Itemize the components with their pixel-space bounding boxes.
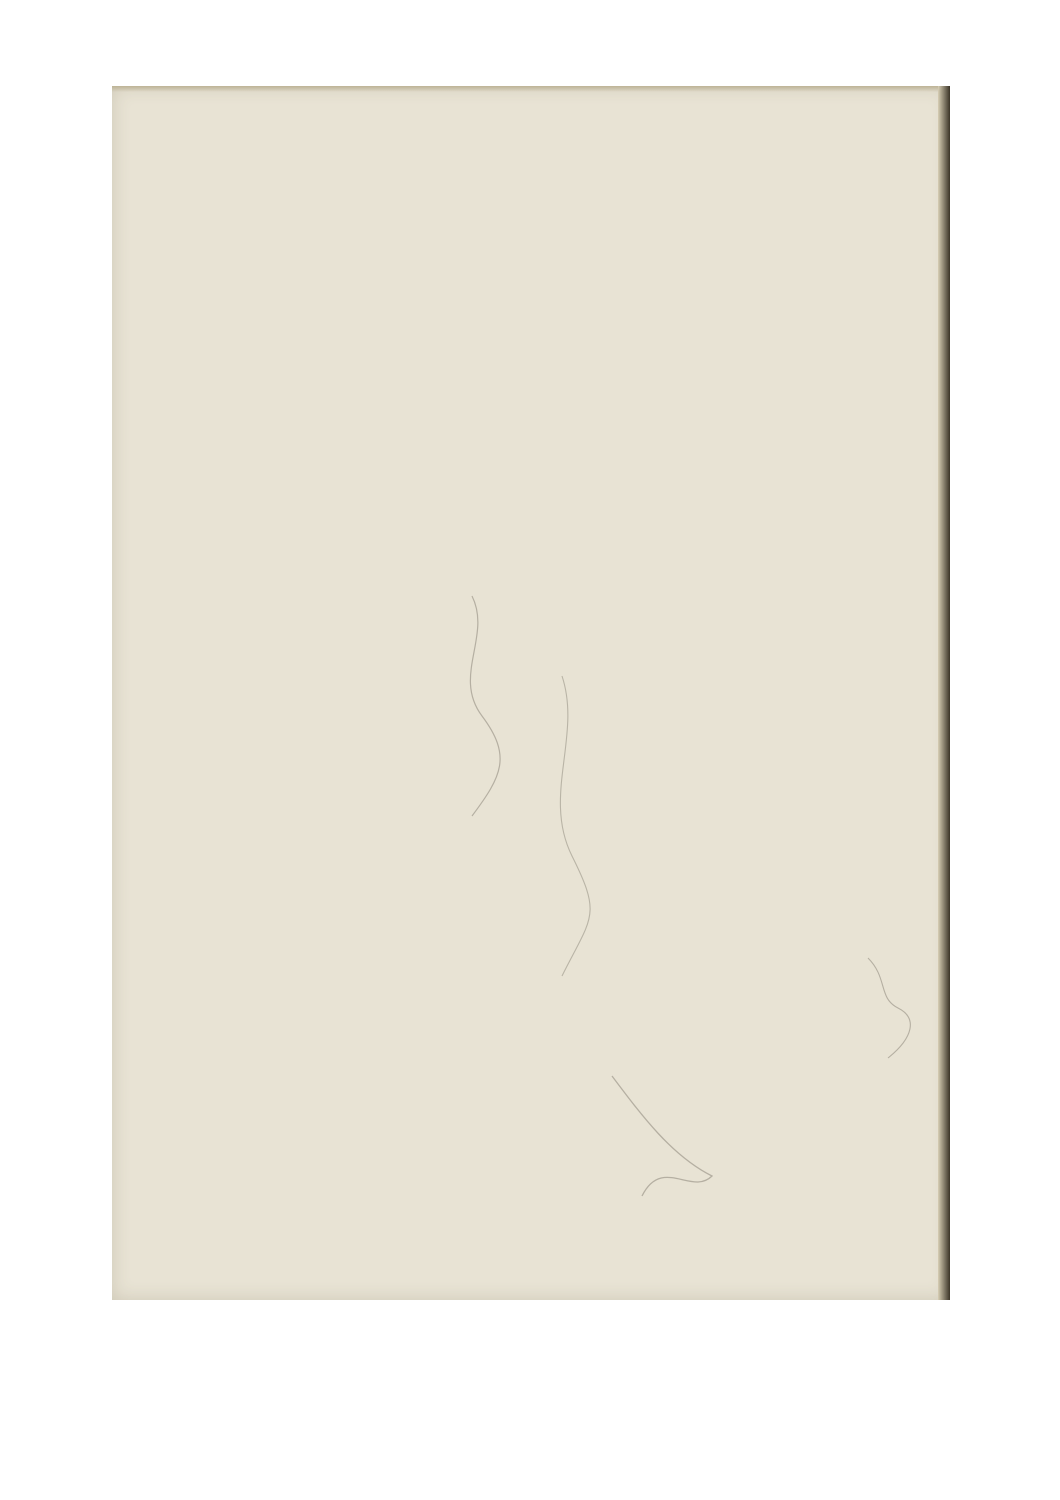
margin-pencil-note — [858, 948, 928, 1078]
letter-heading — [138, 654, 826, 672]
page-top-shadow — [112, 86, 950, 92]
page-binding-edge — [938, 86, 950, 1300]
initial-space-icon — [148, 682, 200, 732]
scanned-page — [112, 86, 950, 1300]
